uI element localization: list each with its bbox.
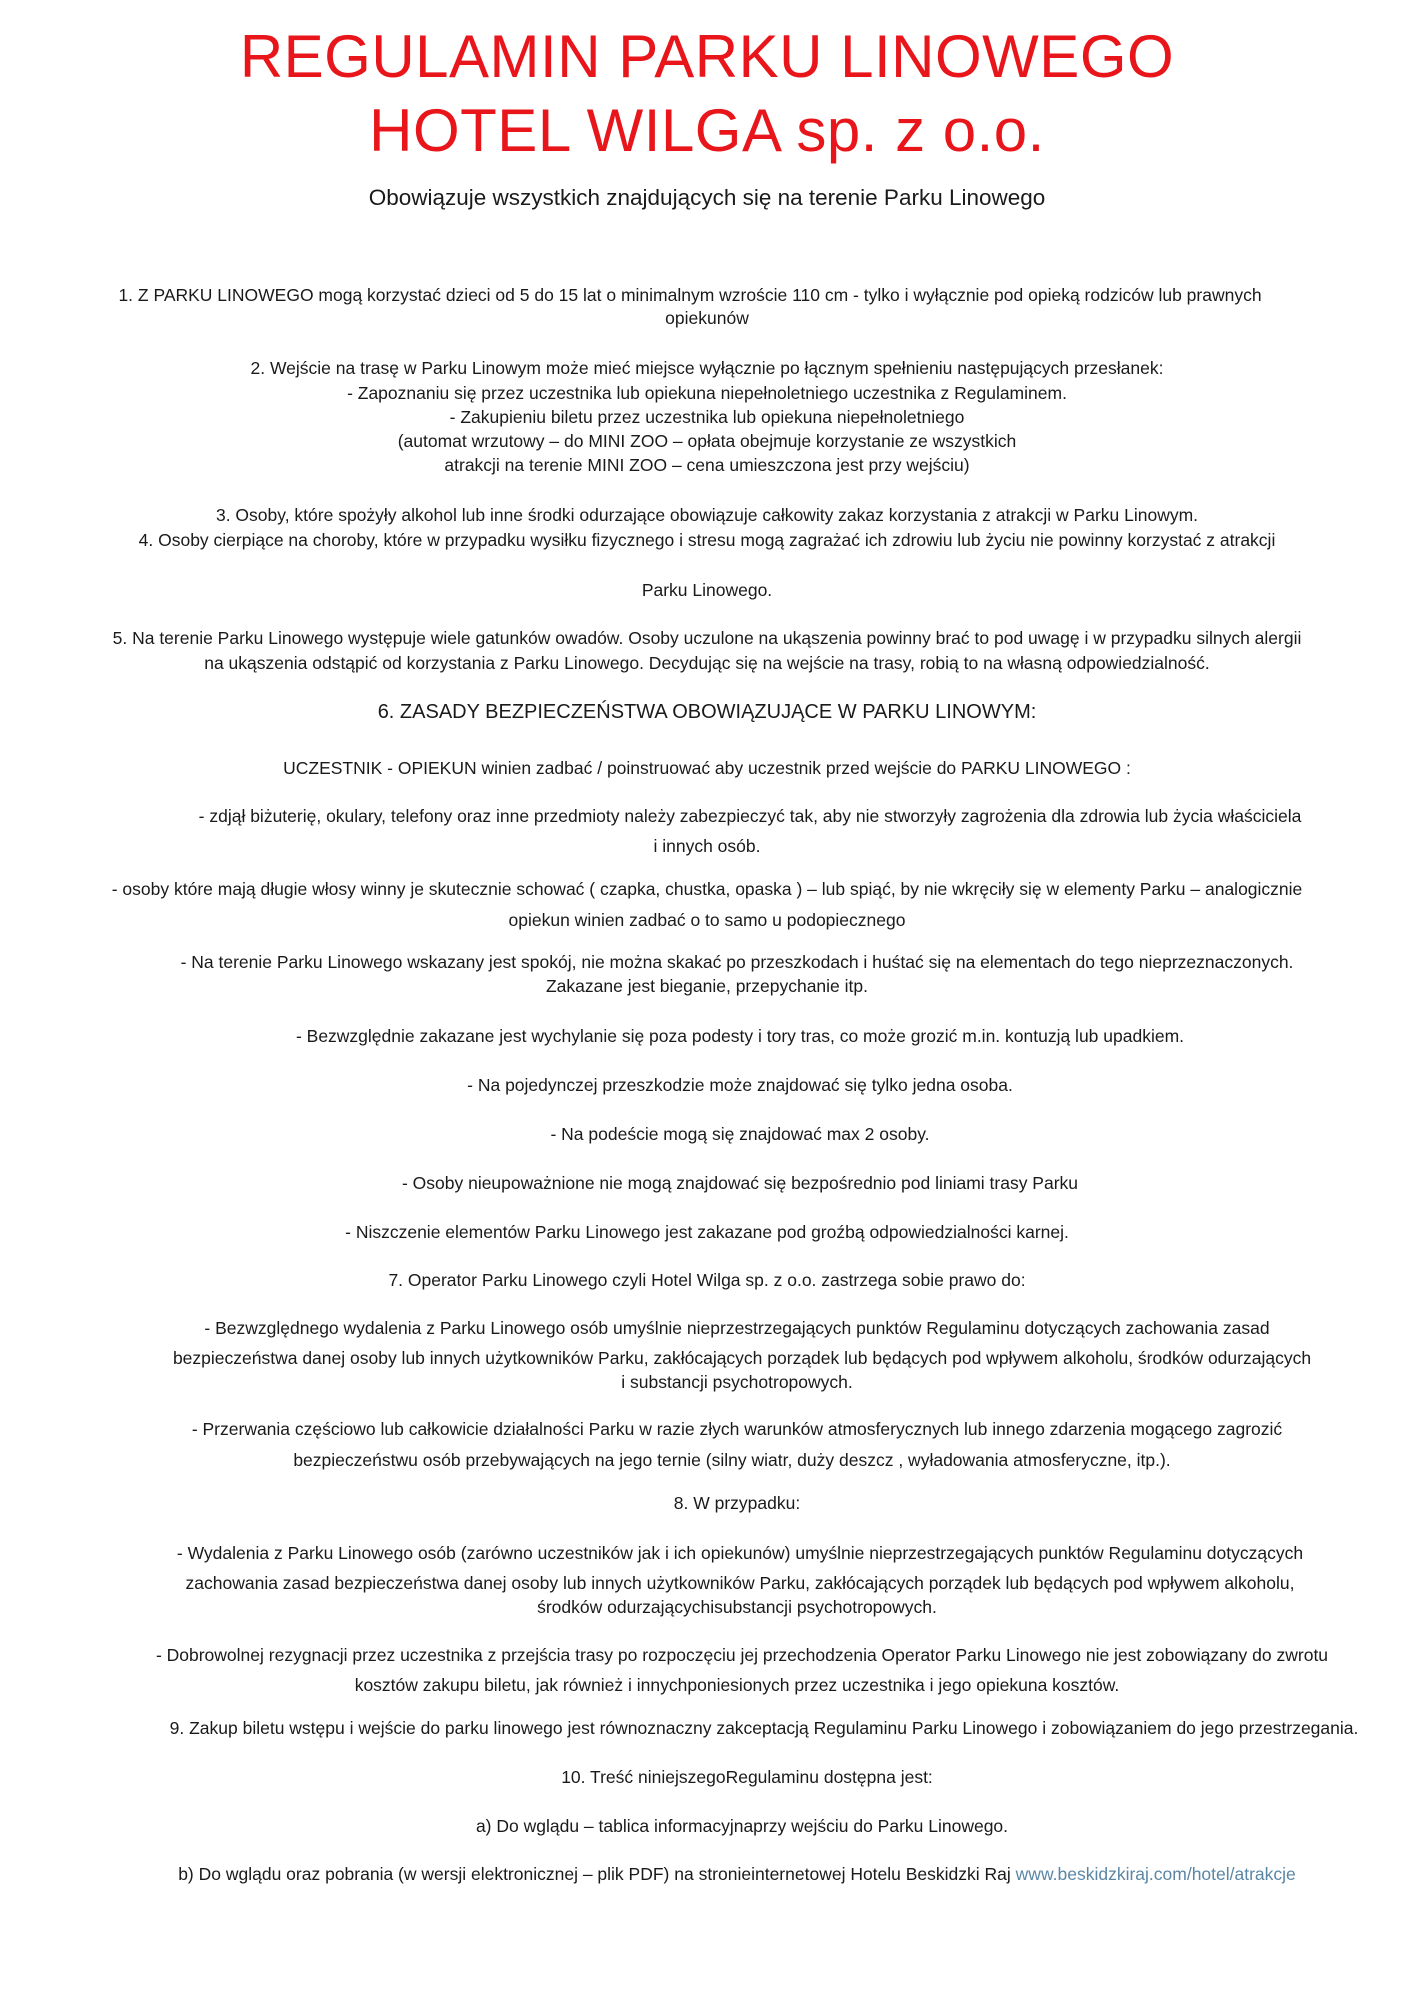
rule-2-line-3: - Zakupieniu biletu przez uczestnika lub opiekuna niepełnoletniego	[449, 407, 965, 427]
rule-7-item-interruption-line-1: - Przerwania częściowo lub całkowicie działalności Parku w razie złych warunków atmosferycznych lub innego zdarzenia mogącego zagrozić	[191, 1419, 1283, 1439]
rule-2-line-1: 2. Wejście na trasę w Parku Linowym może mieć miejsce wyłącznie po łącznym spełnieniu następujących przesłanek:	[250, 358, 1164, 378]
rule-2-line-4: (automat wrzutowy – do MINI ZOO – opłata obejmuje korzystanie ze wszystkich	[397, 431, 1017, 451]
document-title-line-2: HOTEL WILGA sp. z o.o.	[369, 97, 1045, 164]
rule-7-heading: 7. Operator Parku Linowego czyli Hotel Wilga sp. z o.o. zastrzega sobie prawo do:	[388, 1270, 1026, 1290]
rule-6-item-single-obstacle: - Na pojedynczej przeszkodzie może znajdować się tylko jedna osoba.	[467, 1075, 1013, 1095]
rule-10-heading: 10. Treść niniejszegoRegulaminu dostępna jest:	[561, 1767, 933, 1787]
rule-8-heading: 8. W przypadku:	[673, 1493, 801, 1513]
rule-1-line-2: opiekunów	[665, 308, 749, 328]
rule-8-item-expulsion-line-2: zachowania zasad bezpieczeństwa danej osoby lub innych użytkowników Parku, zakłócających porządek lub będących pod wpływem alkoholu,	[185, 1573, 1295, 1593]
document-subtitle: Obowiązuje wszystkich znajdujących się na terenie Parku Linowego	[368, 185, 1046, 210]
rule-6-item-leaning: - Bezwzględnie zakazane jest wychylanie się poza podesty i tory tras, co może grozić m.in. kontuzją lub upadkiem.	[295, 1026, 1185, 1046]
rule-6-item-jewelry-line-2: i innych osób.	[653, 836, 761, 856]
rule-5-line-2: na ukąszenia odstąpić od korzystania z Parku Linowego. Decydując się na wejście na trasy, robią to na własną odpowiedzialność.	[204, 653, 1210, 673]
rule-8-item-expulsion-line-1: - Wydalenia z Parku Linowego osób (zarówno uczestników jak i ich opiekunów) umyślnie nieprzestrzegających punktów Regulaminu dotyczących	[176, 1543, 1304, 1563]
rule-6-item-platform: - Na podeście mogą się znajdować max 2 osoby.	[550, 1124, 930, 1144]
rule-2-line-2: - Zapoznaniu się przez uczestnika lub opiekuna niepełnoletniego uczestnika z Regulaminem.	[347, 383, 1067, 403]
rule-6-item-calm-line-2: Zakazane jest bieganie, przepychanie itp.	[545, 976, 868, 996]
rule-4-line-1: 4. Osoby cierpiące na choroby, które w przypadku wysiłku fizycznego i stresu mogą zagrażać ich zdrowiu lub życiu nie powinny korzystać z atrakcji	[138, 530, 1276, 550]
rule-6-item-calm-line-1: - Na terenie Parku Linowego wskazany jest spokój, nie można skakać po przeszkodach i huśtać się na elementach do tego nieprzeznaczonych.	[180, 952, 1294, 972]
rule-10-item-b-text: b) Do wglądu oraz pobrania (w wersji elektronicznej – plik PDF) na stronieinternetowej Hotelu Beskidzki Raj	[178, 1864, 1011, 1884]
rule-6-item-hair-line-2: opiekun winien zadbać o to samo u podopiecznego	[508, 910, 906, 930]
rule-3: 3. Osoby, które spożyły alkohol lub inne środki odurzające obowiązuje całkowity zakaz korzystania z atrakcji w Parku Linowym.	[215, 505, 1199, 525]
rule-8-item-resignation-line-1: - Dobrowolnej rezygnacji przez uczestnika z przejścia trasy po rozpoczęciu jej przechodzenia Operator Parku Linowego nie jest zobowiązany do zwrotu	[155, 1645, 1329, 1665]
rule-4-line-2: Parku Linowego.	[641, 580, 773, 600]
document-title-line-1: REGULAMIN PARKU LINOWEGO	[239, 23, 1175, 90]
rule-6-item-unauthorized: - Osoby nieupoważnione nie mogą znajdować się bezpośrednio pod liniami trasy Parku	[401, 1173, 1079, 1193]
rule-10-item-a: a) Do wglądu – tablica informacyjnaprzy wejściu do Parku Linowego.	[475, 1816, 1009, 1836]
rule-5-line-1: 5. Na terenie Parku Linowego występuje wiele gatunków owadów. Osoby uczulone na ukąszenia powinny brać to pod uwagę i w przypadku silnych alergii	[112, 628, 1302, 648]
rule-7-item-expulsion-line-2: bezpieczeństwa danej osoby lub innych użytkowników Parku, zakłócających porządek lub będących pod wpływem alkoholu, środków odurzających	[172, 1348, 1312, 1368]
rule-9: 9. Zakup biletu wstępu i wejście do parku linowego jest równoznaczny zakceptacją Regulaminu Parku Linowego i zobowiązaniem do jego przestrzegania.	[169, 1718, 1359, 1738]
rule-6-item-vandalism: - Niszczenie elementów Parku Linowego jest zakazane pod groźbą odpowiedzialności karnej.	[345, 1222, 1069, 1242]
hotel-website-link[interactable]: www.beskidzkiraj.com/hotel/atrakcje	[1015, 1864, 1296, 1884]
rule-6-heading: 6. ZASADY BEZPIECZEŃSTWA OBOWIĄZUJĄCE W PARKU LINOWYM:	[377, 701, 1037, 723]
rule-7-item-expulsion-line-1: - Bezwzględnego wydalenia z Parku Linowego osób umyślnie nieprzestrzegających punktów Regulaminu dotyczących zachowania zasad	[204, 1318, 1270, 1338]
rule-8-item-expulsion-line-3: środków odurzającychisubstancji psychotropowych.	[537, 1597, 937, 1617]
rule-6-item-hair-line-1: - osoby które mają długie włosy winny je skutecznie schować ( czapka, chustka, opaska ) – lub spiąć, by nie wkręciły się w elementy Parku – analogicznie	[111, 879, 1303, 899]
rule-7-item-interruption-line-2: bezpieczeństwu osób przebywających na jego ternie (silny wiatr, duży deszcz , wyładowania atmosferyczne, itp.).	[293, 1450, 1171, 1470]
rule-8-item-resignation-line-2: kosztów zakupu biletu, jak również i innychponiesionych przez uczestnika i jego opiekuna kosztów.	[354, 1675, 1120, 1695]
rule-7-item-expulsion-line-3: i substancji psychotropowych.	[621, 1372, 853, 1392]
rule-6-item-jewelry-line-1: - zdjął biżuterię, okulary, telefony oraz inne przedmioty należy zabezpieczyć tak, aby nie stworzyły zagrożenia dla zdrowia lub życia właściciela	[198, 806, 1302, 826]
rule-2-line-5: atrakcji na terenie MINI ZOO – cena umieszczona jest przy wejściu)	[444, 455, 970, 475]
rule-1-line-1: 1. Z PARKU LINOWEGO mogą korzystać dzieci od 5 do 15 lat o minimalnym wzroście 110 cm - tylko i wyłącznie pod opieką rodziców lub prawnych	[118, 285, 1262, 305]
rule-6-intro: UCZESTNIK - OPIEKUN winien zadbać / poinstruować aby uczestnik przed wejście do PARKU LINOWEGO :	[283, 758, 1131, 778]
rule-10-item-b	[0, 1862, 1414, 1886]
